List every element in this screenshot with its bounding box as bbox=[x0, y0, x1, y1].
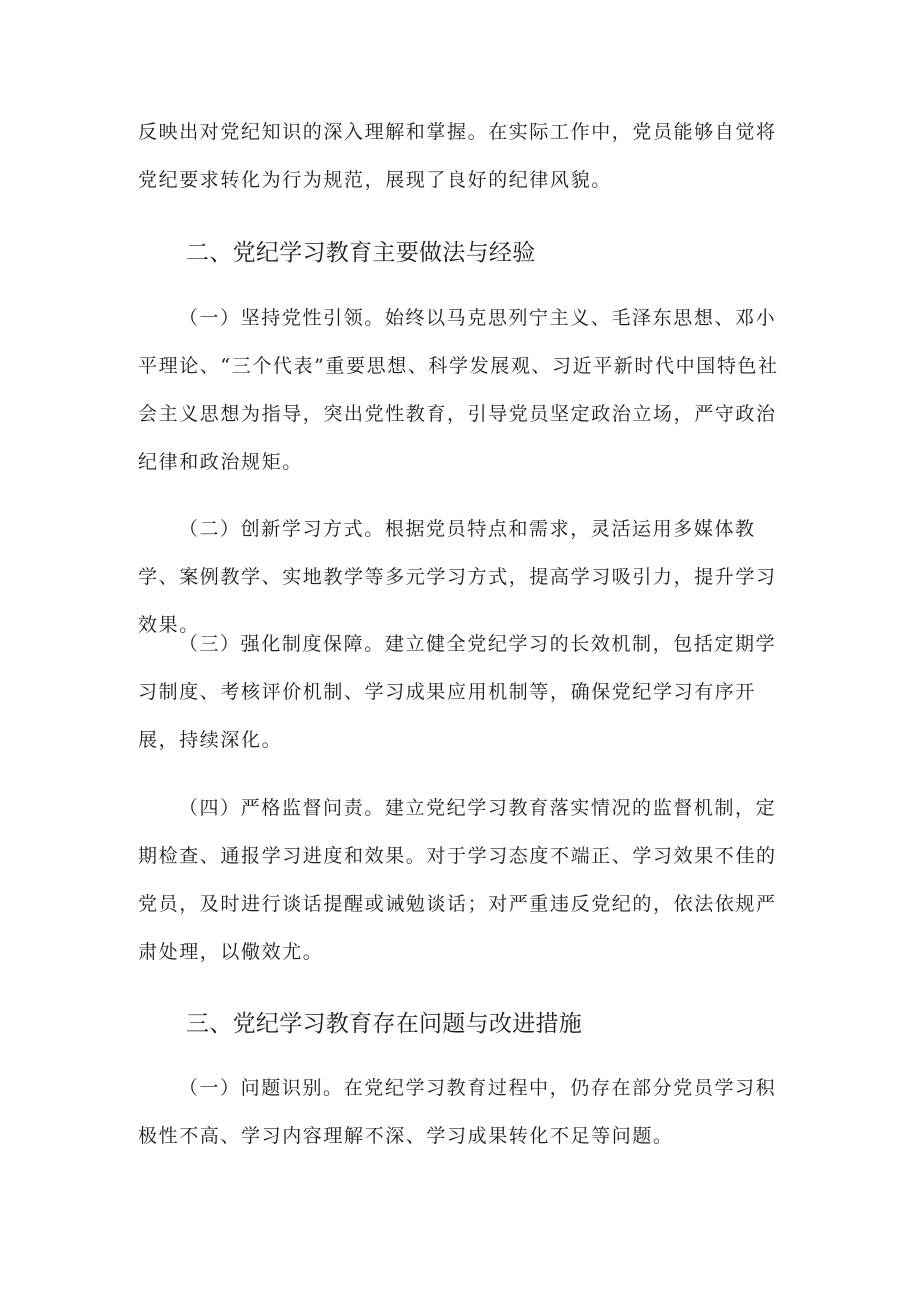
intro-paragraph: 反映出对党纪知识的深入理解和掌握。在实际工作中，党员能够自觉将党纪要求转化为行为规范，展现了良好的纪律风貌。 bbox=[138, 121, 777, 191]
section-2-paragraph-1: （一）坚持党性引领。始终以马克思列宁主义、毛泽东思想、邓小平理论、“三个代表”重要思想、科学发展观、习近平新时代中国特色社会主义思想为指导，突出党性教育，引导党员坚定政治立场，严守政治纪律和政治规矩。 bbox=[138, 307, 779, 473]
section-3-heading: 三、党纪学习教育存在问题与改进措施 bbox=[186, 1011, 583, 1037]
section-2-paragraph-3: （三）强化制度保障。建立健全党纪学习的长效机制，包括定期学习制度、考核评价机制、学习成果应用机制等，确保党纪学习有序开展，持续深化。 bbox=[138, 633, 777, 751]
section-2-paragraph-2: （二）创新学习方式。根据党员特点和需求，灵活运用多媒体教学、案例教学、实地教学等多元学习方式，提高学习吸引力，提升学习效果。 bbox=[138, 518, 777, 636]
section-2-heading: 二、党纪学习教育主要做法与经验 bbox=[186, 240, 536, 266]
section-2-paragraph-4: （四）严格监督问责。建立党纪学习教育落实情况的监督机制，定期检查、通报学习进度和效果。对于学习态度不端正、学习效果不佳的党员，及时进行谈话提醒或诫勉谈话；对严重违反党纪的，依法依规严肃处理，以儆效尤。 bbox=[138, 797, 777, 963]
section-3-paragraph-1: （一）问题识别。在党纪学习教育过程中，仍存在部分党员学习积极性不高、学习内容理解不深、学习成果转化不足等问题。 bbox=[138, 1077, 777, 1147]
